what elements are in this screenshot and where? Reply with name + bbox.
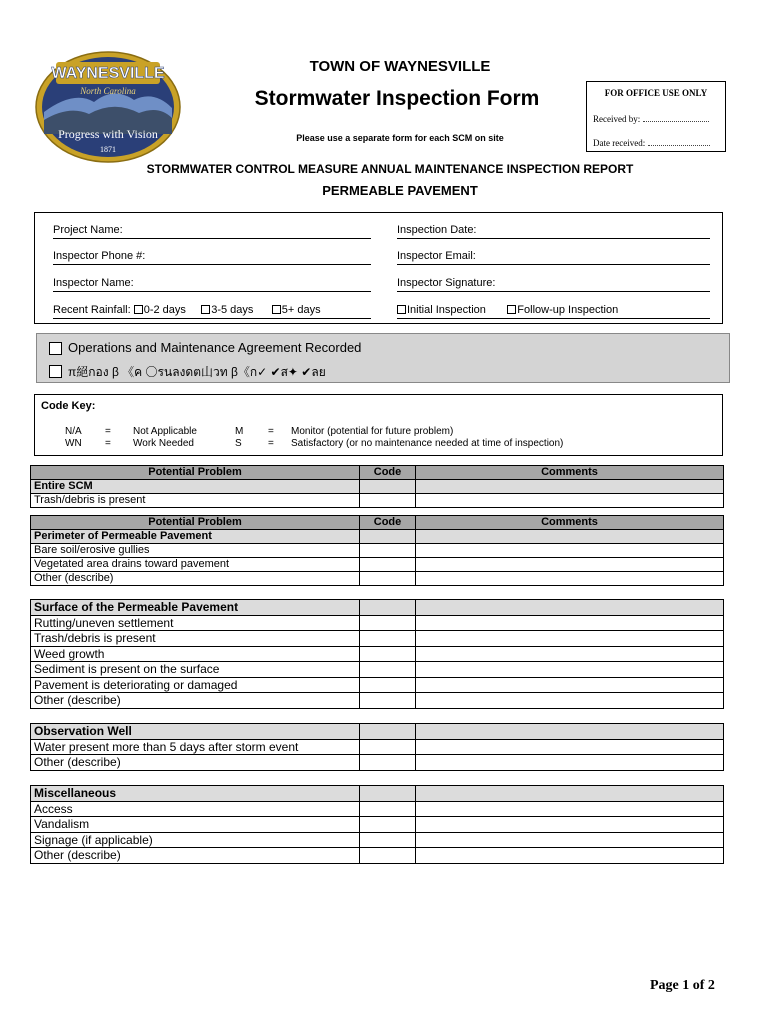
inspector-signature-label: Inspector Signature: bbox=[397, 277, 496, 289]
initial-inspection-label: Initial Inspection bbox=[407, 304, 486, 316]
entire-scm-table bbox=[30, 465, 724, 508]
code-cell[interactable] bbox=[360, 677, 416, 693]
code-na: N/A bbox=[65, 426, 82, 437]
comments-cell[interactable] bbox=[416, 755, 724, 771]
om-agreement-box bbox=[36, 333, 730, 383]
code-na-eq: = bbox=[105, 426, 111, 437]
received-by-row[interactable] bbox=[593, 113, 709, 124]
comments-cell[interactable] bbox=[416, 801, 724, 817]
received-by-line bbox=[643, 113, 709, 122]
table-row bbox=[31, 494, 724, 508]
code-cell[interactable] bbox=[360, 530, 416, 544]
problem-label: Rutting/uneven settlement bbox=[31, 615, 360, 631]
observation-well-table bbox=[30, 723, 724, 771]
form-instruction: Please use a separate form for each SCM on site bbox=[296, 133, 504, 143]
surface-table bbox=[30, 599, 724, 709]
project-name-label: Project Name: bbox=[53, 224, 123, 236]
om-agreement-label: Operations and Maintenance Agreement Recorded bbox=[68, 340, 362, 355]
code-cell[interactable] bbox=[360, 544, 416, 558]
table-header-row bbox=[31, 466, 724, 480]
code-s-desc: Satisfactory (or no maintenance needed at time of inspection) bbox=[291, 438, 564, 449]
code-cell[interactable] bbox=[360, 817, 416, 833]
table-row bbox=[31, 615, 724, 631]
rainfall-3-5-checkbox[interactable] bbox=[201, 305, 210, 314]
rainfall-3-5-option[interactable] bbox=[201, 304, 253, 316]
code-wn-eq: = bbox=[105, 438, 111, 449]
rainfall-0-2-label: 0-2 days bbox=[143, 304, 186, 316]
code-key-title: Code Key: bbox=[41, 400, 96, 412]
comments-cell[interactable] bbox=[416, 724, 724, 740]
rainfall-0-2-checkbox[interactable] bbox=[134, 305, 143, 314]
section-row bbox=[31, 480, 724, 494]
code-key-box bbox=[34, 394, 723, 456]
code-wn-desc: Work Needed bbox=[133, 438, 194, 449]
section-row bbox=[31, 786, 724, 802]
inspection-date-label: Inspection Date: bbox=[397, 224, 477, 236]
table-row bbox=[31, 662, 724, 678]
comments-cell[interactable] bbox=[416, 817, 724, 833]
problem-label: Vandalism bbox=[31, 817, 360, 833]
problem-label: Trash/debris is present bbox=[31, 631, 360, 647]
table-row bbox=[31, 646, 724, 662]
code-cell[interactable] bbox=[360, 631, 416, 647]
recent-rainfall-field bbox=[53, 302, 371, 319]
comments-cell[interactable] bbox=[416, 544, 724, 558]
code-cell[interactable] bbox=[360, 558, 416, 572]
date-received-line bbox=[648, 137, 710, 146]
code-cell[interactable] bbox=[360, 494, 416, 508]
code-cell[interactable] bbox=[360, 801, 416, 817]
followup-inspection-checkbox[interactable] bbox=[507, 305, 516, 314]
comments-cell[interactable] bbox=[416, 739, 724, 755]
section-title-perimeter: Perimeter of Permeable Pavement bbox=[31, 530, 360, 544]
town-seal-logo bbox=[34, 50, 182, 164]
table-row bbox=[31, 558, 724, 572]
section-row bbox=[31, 530, 724, 544]
office-use-title: FOR OFFICE USE ONLY bbox=[604, 88, 708, 98]
code-s: S bbox=[235, 438, 242, 449]
comments-cell[interactable] bbox=[416, 572, 724, 586]
code-cell[interactable] bbox=[360, 755, 416, 771]
inspection-type-field bbox=[397, 302, 710, 319]
rainfall-3-5-label: 3-5 days bbox=[211, 304, 254, 316]
seal-name: WAYNESVILLE bbox=[51, 65, 165, 82]
followup-inspection-label: Follow-up Inspection bbox=[517, 304, 619, 316]
initial-inspection-checkbox[interactable] bbox=[397, 305, 406, 314]
problem-label: Signage (if applicable) bbox=[31, 832, 360, 848]
header-code: Code bbox=[360, 466, 416, 480]
table-row bbox=[31, 755, 724, 771]
problem-label: Other (describe) bbox=[31, 755, 360, 771]
problem-label: Bare soil/erosive gullies bbox=[31, 544, 360, 558]
comments-cell[interactable] bbox=[416, 480, 724, 494]
section-row bbox=[31, 724, 724, 740]
comments-cell[interactable] bbox=[416, 693, 724, 709]
comments-cell[interactable] bbox=[416, 615, 724, 631]
code-cell[interactable] bbox=[360, 832, 416, 848]
page-number: Page 1 of 2 bbox=[650, 978, 715, 993]
code-cell[interactable] bbox=[360, 724, 416, 740]
header-comments: Comments bbox=[416, 516, 724, 530]
code-wn: WN bbox=[65, 438, 82, 449]
followup-inspection-option[interactable] bbox=[507, 304, 618, 316]
table-row bbox=[31, 832, 724, 848]
rainfall-5plus-checkbox[interactable] bbox=[272, 305, 281, 314]
section-title-entire-scm: Entire SCM bbox=[31, 480, 360, 494]
table-row bbox=[31, 848, 724, 864]
code-cell[interactable] bbox=[360, 786, 416, 802]
project-name-field[interactable] bbox=[53, 222, 371, 239]
inspection-date-field[interactable] bbox=[397, 222, 710, 239]
om-agreement-checkbox[interactable] bbox=[49, 342, 62, 355]
report-title: STORMWATER CONTROL MEASURE ANNUAL MAINTENANCE INSPECTION REPORT bbox=[146, 162, 634, 176]
inspector-email-label: Inspector Email: bbox=[397, 250, 476, 262]
comments-cell[interactable] bbox=[416, 662, 724, 678]
seal-motto: Progress with Vision bbox=[58, 127, 158, 141]
problem-label: Trash/debris is present bbox=[31, 494, 360, 508]
code-m-eq: = bbox=[268, 426, 274, 437]
comments-cell[interactable] bbox=[416, 786, 724, 802]
table-row bbox=[31, 801, 724, 817]
rainfall-0-2-option[interactable] bbox=[134, 304, 186, 316]
code-cell[interactable] bbox=[360, 739, 416, 755]
comments-cell[interactable] bbox=[416, 494, 724, 508]
code-m-desc: Monitor (potential for future problem) bbox=[291, 426, 454, 437]
inspector-phone-label: Inspector Phone #: bbox=[53, 250, 146, 262]
header-potential-problem: Potential Problem bbox=[31, 466, 360, 480]
comments-cell[interactable] bbox=[416, 600, 724, 616]
comments-cell[interactable] bbox=[416, 530, 724, 544]
project-info-box bbox=[34, 212, 723, 324]
date-received-label: Date received: bbox=[593, 138, 646, 148]
code-cell[interactable] bbox=[360, 662, 416, 678]
initial-inspection-option[interactable] bbox=[397, 304, 486, 316]
comments-cell[interactable] bbox=[416, 677, 724, 693]
header-comments: Comments bbox=[416, 466, 724, 480]
problem-label: Other (describe) bbox=[31, 848, 360, 864]
problem-label: Sediment is present on the surface bbox=[31, 662, 360, 678]
code-cell[interactable] bbox=[360, 572, 416, 586]
comments-cell[interactable] bbox=[416, 631, 724, 647]
table-row bbox=[31, 817, 724, 833]
miscellaneous-table bbox=[30, 785, 724, 864]
rainfall-5plus-label: 5+ days bbox=[281, 304, 321, 316]
problem-label: Pavement is deteriorating or damaged bbox=[31, 677, 360, 693]
perimeter-table bbox=[30, 515, 724, 586]
table-row bbox=[31, 572, 724, 586]
code-s-eq: = bbox=[268, 438, 274, 449]
section-title-miscellaneous: Miscellaneous bbox=[31, 786, 360, 802]
section-row bbox=[31, 600, 724, 616]
form-title: Stormwater Inspection Form bbox=[254, 87, 540, 110]
code-cell[interactable] bbox=[360, 600, 416, 616]
section-title-surface: Surface of the Permeable Pavement bbox=[31, 600, 360, 616]
received-by-label: Received by: bbox=[593, 114, 641, 124]
office-use-box bbox=[586, 81, 726, 152]
om-garbled-label: π絕กอง β 《ค 〇รนลงดต山วท β《ก✓ ✔ส✦ ✔ลย bbox=[68, 365, 326, 379]
rainfall-5plus-option[interactable] bbox=[272, 304, 321, 316]
code-m: M bbox=[235, 426, 244, 437]
seal-year: 1871 bbox=[100, 145, 116, 154]
comments-cell[interactable] bbox=[416, 558, 724, 572]
problem-label: Access bbox=[31, 801, 360, 817]
problem-label: Other (describe) bbox=[31, 693, 360, 709]
code-na-desc: Not Applicable bbox=[133, 426, 197, 437]
comments-cell[interactable] bbox=[416, 832, 724, 848]
code-cell[interactable] bbox=[360, 646, 416, 662]
code-cell[interactable] bbox=[360, 480, 416, 494]
inspector-signature-field[interactable] bbox=[397, 275, 710, 292]
recent-rainfall-label: Recent Rainfall: bbox=[53, 304, 131, 316]
table-row bbox=[31, 693, 724, 709]
code-cell[interactable] bbox=[360, 848, 416, 864]
code-cell[interactable] bbox=[360, 615, 416, 631]
date-received-row[interactable] bbox=[593, 137, 710, 148]
table-row bbox=[31, 739, 724, 755]
table-row bbox=[31, 631, 724, 647]
inspector-name-label: Inspector Name: bbox=[53, 277, 134, 289]
comments-cell[interactable] bbox=[416, 646, 724, 662]
om-garbled-checkbox[interactable] bbox=[49, 365, 62, 378]
table-row bbox=[31, 544, 724, 558]
problem-label: Weed growth bbox=[31, 646, 360, 662]
comments-cell[interactable] bbox=[416, 848, 724, 864]
header-code: Code bbox=[360, 516, 416, 530]
code-cell[interactable] bbox=[360, 693, 416, 709]
report-subtitle: PERMEABLE PAVEMENT bbox=[322, 183, 478, 198]
problem-label: Other (describe) bbox=[31, 572, 360, 586]
problem-label: Water present more than 5 days after storm event bbox=[31, 739, 360, 755]
town-name: TOWN OF WAYNESVILLE bbox=[309, 58, 491, 75]
problem-label: Vegetated area drains toward pavement bbox=[31, 558, 360, 572]
inspector-name-field[interactable] bbox=[53, 275, 371, 292]
header-potential-problem: Potential Problem bbox=[31, 516, 360, 530]
section-title-observation-well: Observation Well bbox=[31, 724, 360, 740]
inspector-email-field[interactable] bbox=[397, 248, 710, 265]
seal-state: North Carolina bbox=[80, 86, 136, 96]
inspector-phone-field[interactable] bbox=[53, 248, 371, 265]
table-header-row bbox=[31, 516, 724, 530]
table-row bbox=[31, 677, 724, 693]
